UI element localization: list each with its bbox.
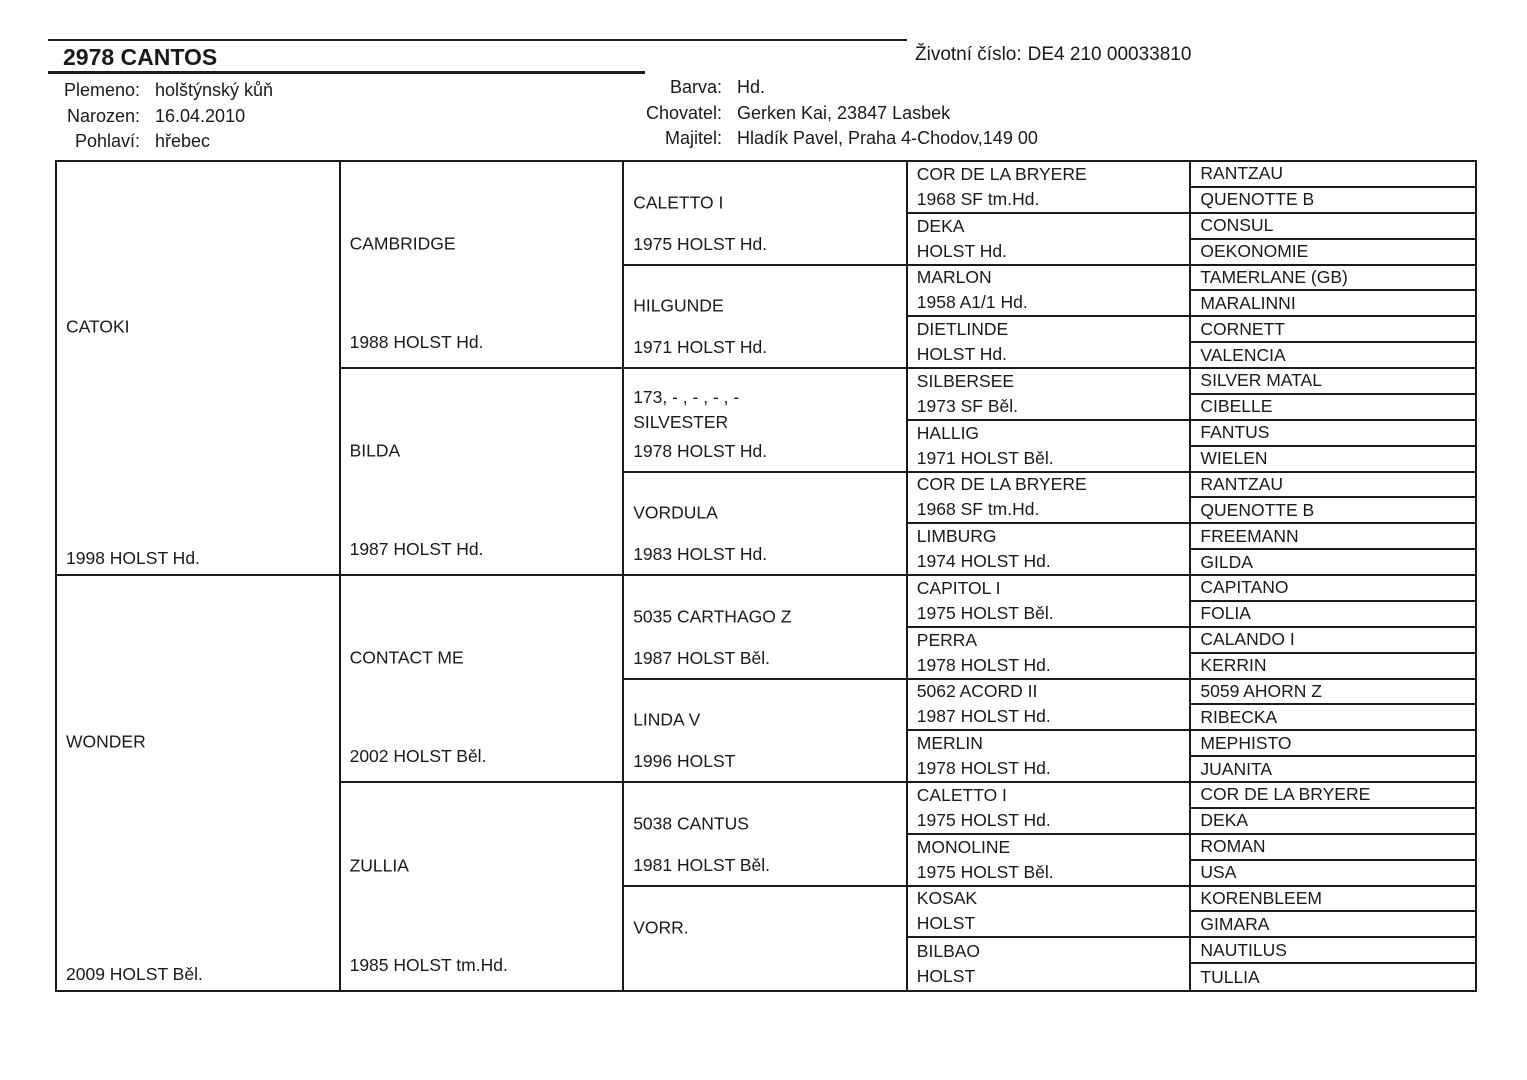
header-top-rule bbox=[48, 39, 907, 41]
pedigree-cell-g5-30 bbox=[1191, 938, 1475, 964]
horse-info: 1987 HOLST Běl. bbox=[633, 647, 771, 668]
horse-name: CALANDO I bbox=[1200, 629, 1295, 650]
pedigree-cell-g1-dam bbox=[57, 576, 341, 990]
pedigree-cell-g5-13 bbox=[1191, 498, 1475, 524]
horse-name: CORNETT bbox=[1200, 318, 1285, 339]
title-underline bbox=[48, 71, 645, 74]
pedigree-cell-g5-20 bbox=[1191, 680, 1475, 706]
field-label: Plemeno: bbox=[63, 80, 140, 100]
horse-name: TULLIA bbox=[1200, 966, 1260, 987]
field-label: Narozen: bbox=[66, 105, 140, 126]
pedigree-cell-g4-7 bbox=[908, 524, 1192, 576]
horse-name: COR DE LA BRYERE bbox=[916, 163, 1087, 184]
pedigree-cell-g5-19 bbox=[1191, 654, 1475, 680]
pedigree-cell-g4-12 bbox=[908, 783, 1192, 835]
horse-name: MEPHISTO bbox=[1200, 732, 1292, 753]
pedigree-cell-g2-3 bbox=[341, 783, 625, 990]
pedigree-cell-g3-6 bbox=[624, 783, 908, 887]
pedigree-cell-g5-22 bbox=[1191, 731, 1475, 757]
horse-info: 2002 HOLST Běl. bbox=[349, 746, 487, 766]
horse-name: CATOKI bbox=[66, 316, 130, 337]
horse-name: 5062 ACORD II bbox=[916, 681, 1038, 702]
horse-name: SILBERSEE bbox=[916, 370, 1015, 391]
horse-info: 1975 HOLST Hd. bbox=[916, 809, 1051, 830]
field-label: Majitel: bbox=[664, 128, 722, 148]
pedigree-cell-g3-7 bbox=[624, 887, 908, 991]
pedigree-cell-g3-2 bbox=[624, 369, 908, 473]
horse-name: QUENOTTE B bbox=[1200, 499, 1315, 520]
pedigree-cell-g5-27 bbox=[1191, 861, 1475, 887]
pedigree-cell-g5-5 bbox=[1191, 291, 1475, 317]
pedigree-cell-g5-29 bbox=[1191, 912, 1475, 938]
horse-info: 1974 HOLST Hd. bbox=[916, 551, 1051, 572]
horse-name: TAMERLANE (GB) bbox=[1200, 266, 1348, 287]
horse-name: ZULLIA bbox=[349, 855, 409, 876]
pedigree-cell-g2-2 bbox=[341, 576, 625, 783]
field-value: Hladík Pavel, Praha 4-Chodov,149 00 bbox=[737, 128, 1038, 148]
horse-name: BILDA bbox=[349, 440, 401, 461]
field-row-majitel bbox=[600, 126, 1038, 151]
pedigree-cell-g5-26 bbox=[1191, 835, 1475, 861]
horse-name: PERRA bbox=[916, 629, 978, 650]
pedigree-cell-g4-1 bbox=[908, 214, 1192, 266]
field-value: Hd. bbox=[737, 77, 766, 97]
horse-info: 1971 HOLST Hd. bbox=[633, 337, 768, 357]
pedigree-cell-g3-1 bbox=[624, 266, 908, 370]
horse-info: 2009 HOLST Běl. bbox=[66, 964, 203, 984]
pedigree-cell-g5-4 bbox=[1191, 266, 1475, 292]
pedigree-cell-g5-11 bbox=[1191, 447, 1475, 473]
horse-name: VORR. bbox=[633, 917, 689, 938]
pedigree-cell-g4-8 bbox=[908, 576, 1192, 628]
pedigree-cell-g5-25 bbox=[1191, 809, 1475, 835]
pedigree-cell-g5-0 bbox=[1191, 162, 1475, 188]
horse-name: CONSUL bbox=[1200, 215, 1274, 236]
field-row-chovatel bbox=[600, 101, 1038, 126]
horse-name: JUANITA bbox=[1200, 758, 1273, 779]
field-value: Gerken Kai, 23847 Lasbek bbox=[737, 102, 951, 123]
pedigree-cell-g3-5 bbox=[624, 680, 908, 784]
pedigree-cell-g4-6 bbox=[908, 473, 1192, 525]
field-row-narozen bbox=[48, 104, 273, 129]
horse-name: MERLIN bbox=[916, 733, 983, 754]
horse-name: 5059 AHORN Z bbox=[1200, 680, 1322, 701]
horse-name: RIBECKA bbox=[1200, 706, 1278, 727]
field-row-barva bbox=[600, 75, 1038, 100]
pedigree-cell-g5-24 bbox=[1191, 783, 1475, 809]
horse-name: CIBELLE bbox=[1200, 396, 1273, 417]
horse-name-block bbox=[633, 385, 902, 435]
horse-info: 1968 SF tm.Hd. bbox=[916, 499, 1040, 520]
horse-name: MARALINNI bbox=[1200, 292, 1296, 313]
pedigree-cell-g5-2 bbox=[1191, 214, 1475, 240]
pedigree-cell-g4-3 bbox=[908, 317, 1192, 369]
horse-name: NAUTILUS bbox=[1200, 939, 1287, 960]
horse-name: DEKA bbox=[916, 215, 965, 236]
horse-name: FOLIA bbox=[1200, 603, 1251, 624]
horse-name: DIETLINDE bbox=[916, 319, 1009, 340]
field-value: hřebec bbox=[155, 131, 211, 151]
pedigree-cell-g3-3 bbox=[624, 473, 908, 577]
field-label: Pohlaví: bbox=[74, 131, 140, 151]
horse-name: CALETTO I bbox=[633, 192, 724, 213]
pedigree-cell-g1-sire bbox=[57, 162, 341, 576]
horse-name: RANTZAU bbox=[1200, 473, 1284, 494]
horse-info: HOLST bbox=[916, 913, 976, 934]
horse-name: MARLON bbox=[916, 267, 992, 288]
field-label: Chovatel: bbox=[645, 102, 722, 123]
horse-info: HOLST Hd. bbox=[916, 240, 1007, 261]
horse-name: GILDA bbox=[1200, 551, 1253, 572]
horse-name: MONOLINE bbox=[916, 836, 1011, 857]
pedigree-cell-g2-0 bbox=[341, 162, 625, 369]
horse-info: 1996 HOLST bbox=[633, 751, 736, 771]
horse-name: 5038 CANTUS bbox=[633, 813, 749, 834]
horse-name: FANTUS bbox=[1200, 422, 1270, 443]
pedigree-cell-g5-6 bbox=[1191, 317, 1475, 343]
horse-name: USA bbox=[1200, 862, 1237, 883]
pedigree-cell-g4-11 bbox=[908, 731, 1192, 783]
field-value: 16.04.2010 bbox=[155, 105, 246, 126]
pedigree-table bbox=[55, 160, 1477, 992]
horse-info: HOLST Hd. bbox=[916, 344, 1007, 365]
pedigree-cell-g4-15 bbox=[908, 938, 1192, 990]
horse-name: WIELEN bbox=[1200, 448, 1268, 469]
horse-info: 1978 HOLST Hd. bbox=[916, 654, 1051, 675]
pedigree-cell-g5-7 bbox=[1191, 343, 1475, 369]
pedigree-cell-g4-13 bbox=[908, 835, 1192, 887]
pedigree-cell-g5-15 bbox=[1191, 550, 1475, 576]
horse-name: KERRIN bbox=[1200, 655, 1267, 676]
pedigree-cell-g5-8 bbox=[1191, 369, 1475, 395]
horse-name: OEKONOMIE bbox=[1200, 241, 1309, 262]
pedigree-cell-g3-0 bbox=[624, 162, 908, 266]
horse-info: HOLST bbox=[916, 966, 976, 987]
field-value: holštýnský kůň bbox=[155, 80, 274, 100]
horse-info: 1958 A1/1 Hd. bbox=[916, 292, 1028, 313]
pedigree-cell-g5-3 bbox=[1191, 240, 1475, 266]
field-row-plemeno bbox=[48, 78, 273, 103]
horse-name: KORENBLEEM bbox=[1200, 887, 1322, 908]
horse-name: RANTZAU bbox=[1200, 163, 1284, 184]
horse-info: 1975 HOLST Hd. bbox=[633, 233, 768, 254]
field-label: Barva: bbox=[669, 77, 722, 97]
pedigree-cell-g5-12 bbox=[1191, 473, 1475, 499]
horse-name: CAPITANO bbox=[1200, 577, 1289, 598]
horse-name: GIMARA bbox=[1200, 913, 1270, 934]
horse-name: BILBAO bbox=[916, 941, 981, 962]
horse-name: CAPITOL I bbox=[916, 577, 1001, 598]
horse-name: CALETTO I bbox=[916, 784, 1007, 805]
horse-prefix: 173, - , - , - , - bbox=[633, 386, 740, 407]
horse-name: CAMBRIDGE bbox=[349, 233, 456, 254]
field-row-pohlavi bbox=[48, 129, 273, 154]
horse-info: 1971 HOLST Běl. bbox=[916, 447, 1054, 468]
pedigree-cell-g5-21 bbox=[1191, 705, 1475, 731]
pedigree-cell-g5-18 bbox=[1191, 628, 1475, 654]
life-number bbox=[915, 44, 1191, 66]
pedigree-cell-g4-14 bbox=[908, 887, 1192, 939]
pedigree-cell-g4-5 bbox=[908, 421, 1192, 473]
horse-info: 1968 SF tm.Hd. bbox=[916, 188, 1040, 209]
pedigree-cell-g5-16 bbox=[1191, 576, 1475, 602]
pedigree-cell-g5-17 bbox=[1191, 602, 1475, 628]
horse-name: LIMBURG bbox=[916, 526, 997, 547]
horse-name: VORDULA bbox=[633, 502, 718, 523]
horse-info: 1987 HOLST Hd. bbox=[349, 539, 484, 559]
horse-name: HALLIG bbox=[916, 422, 980, 443]
pedigree-cell-g5-9 bbox=[1191, 395, 1475, 421]
horse-info: 1983 HOLST Hd. bbox=[633, 544, 768, 564]
horse-info: 1981 HOLST Běl. bbox=[633, 854, 771, 875]
page-title: 2978 CANTOS bbox=[63, 44, 218, 70]
horse-name: LINDA V bbox=[633, 709, 701, 730]
horse-info: 1973 SF Běl. bbox=[916, 395, 1018, 416]
horse-name: SILVER MATAL bbox=[1200, 370, 1322, 391]
horse-name: HILGUNDE bbox=[633, 295, 724, 316]
horse-info: 1978 HOLST Hd. bbox=[633, 440, 768, 461]
pedigree-cell-g5-14 bbox=[1191, 524, 1475, 550]
horse-name: SILVESTER bbox=[633, 411, 729, 432]
horse-info: 1988 HOLST Hd. bbox=[349, 332, 484, 352]
pedigree-cell-g3-4 bbox=[624, 576, 908, 680]
header-fields-right bbox=[600, 75, 1038, 151]
horse-info: 1985 HOLST tm.Hd. bbox=[349, 955, 508, 975]
horse-name: COR DE LA BRYERE bbox=[916, 474, 1087, 495]
pedigree-cell-g4-4 bbox=[908, 369, 1192, 421]
life-number-label: Životní číslo: bbox=[915, 44, 1022, 65]
horse-name: CONTACT ME bbox=[349, 647, 464, 668]
horse-info: 1975 HOLST Běl. bbox=[916, 602, 1054, 623]
pedigree-cell-g5-31 bbox=[1191, 964, 1475, 990]
horse-info: 1998 HOLST Hd. bbox=[66, 548, 200, 568]
horse-info: 1987 HOLST Hd. bbox=[916, 706, 1051, 727]
pedigree-cell-g5-28 bbox=[1191, 887, 1475, 913]
horse-info: 1975 HOLST Běl. bbox=[916, 861, 1054, 882]
horse-name: ROMAN bbox=[1200, 836, 1266, 857]
pedigree-cell-g4-2 bbox=[908, 266, 1192, 318]
horse-info: 1978 HOLST Hd. bbox=[916, 758, 1051, 779]
pedigree-cell-g4-9 bbox=[908, 628, 1192, 680]
horse-name: FREEMANN bbox=[1200, 525, 1299, 546]
pedigree-cell-g5-10 bbox=[1191, 421, 1475, 447]
pedigree-cell-g4-0 bbox=[908, 162, 1192, 214]
horse-name: QUENOTTE B bbox=[1200, 189, 1315, 210]
pedigree-cell-g5-23 bbox=[1191, 757, 1475, 783]
horse-name: KOSAK bbox=[916, 888, 978, 909]
horse-name: 5035 CARTHAGO Z bbox=[633, 606, 792, 627]
pedigree-cell-g2-1 bbox=[341, 369, 625, 576]
horse-name: VALENCIA bbox=[1200, 344, 1286, 365]
horse-name: WONDER bbox=[66, 731, 146, 752]
horse-name: COR DE LA BRYERE bbox=[1200, 784, 1371, 805]
pedigree-cell-g4-10 bbox=[908, 680, 1192, 732]
header-fields-left bbox=[48, 78, 273, 154]
pedigree-cell-g5-1 bbox=[1191, 188, 1475, 214]
life-number-value: DE4 210 00033810 bbox=[1027, 44, 1192, 65]
horse-name: DEKA bbox=[1200, 810, 1249, 831]
